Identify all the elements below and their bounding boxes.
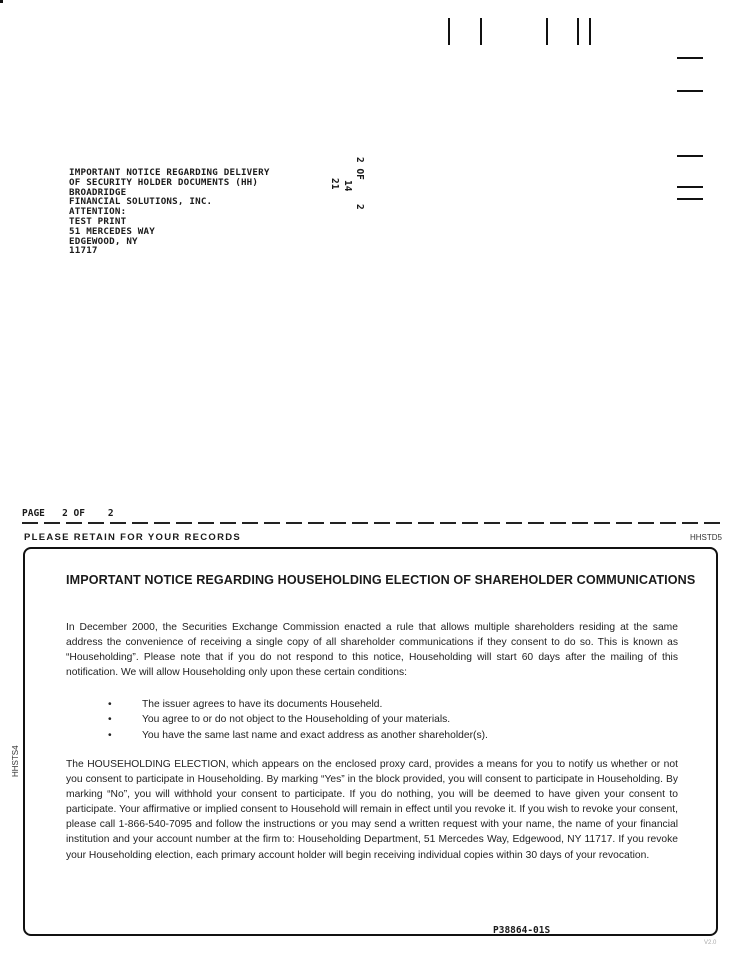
address-line: 11717	[69, 245, 98, 257]
bullet-icon: •	[108, 714, 112, 726]
address-line: ATTENTION:	[69, 206, 127, 218]
address-line: BROADRIDGE	[69, 186, 127, 198]
sequence-code: 2 OF	[354, 157, 365, 180]
mark-bar	[577, 18, 579, 45]
mark-bar	[677, 198, 703, 200]
mark-bar	[677, 155, 703, 157]
address-line: TEST PRINT	[69, 215, 127, 227]
mark-bar	[546, 18, 548, 45]
corner-mark	[0, 0, 3, 3]
address-line: OF SECURITY HOLDER DOCUMENTS (HH)	[69, 176, 259, 188]
condition-text: The issuer agrees to have its documents Househeld.	[142, 699, 383, 710]
retain-label: PLEASE RETAIN FOR YOUR RECORDS	[24, 532, 242, 543]
page-label: PAGE	[22, 508, 45, 519]
tear-line	[22, 522, 722, 525]
condition-text: You agree to or do not object to the Householding of your materials.	[142, 714, 451, 726]
version-label: V2.0	[704, 940, 717, 946]
bullet-icon: •	[108, 699, 112, 710]
page-value: 2 OF 2	[62, 508, 114, 519]
bullet-icon: •	[108, 729, 112, 741]
sequence-code: 21	[329, 178, 340, 190]
sequence-code: 2	[354, 204, 365, 210]
sequence-code: 14	[342, 180, 353, 192]
address-line: 51 MERCEDES WAY	[69, 225, 155, 237]
mark-bar	[480, 18, 482, 45]
mark-bar	[677, 186, 703, 188]
address-line: IMPORTANT NOTICE REGARDING DELIVERY	[69, 167, 270, 178]
document-code: P38864-01S	[493, 925, 551, 936]
mailing-address-block	[69, 168, 270, 256]
list-item	[108, 728, 488, 743]
mark-bar	[589, 18, 591, 45]
address-line: EDGEWOOD, NY	[69, 235, 138, 247]
conditions-list	[108, 697, 488, 743]
notice-title: IMPORTANT NOTICE REGARDING HOUSEHOLDING ELECTION OF SHAREHOLDER COMMUNICATIONS	[66, 573, 696, 587]
list-item	[108, 712, 488, 727]
address-line: FINANCIAL SOLUTIONS, INC.	[69, 196, 213, 208]
mark-bar	[448, 18, 450, 45]
side-code: HHSTS4	[11, 745, 20, 777]
list-item	[108, 697, 488, 712]
notice-intro-paragraph: In December 2000, the Securities Exchange Commission enacted a rule that allows multiple shareholders residing at the same address the convenience of receiving a single copy of all shareholder communications if they consent to do so. This is known as “Householding”. Please note that if you do not respond to this notice, Householding will start 60 days after the mailing of this notification. We will allow Householding only upon these certain conditions:	[66, 622, 678, 679]
mark-bar	[677, 90, 703, 92]
condition-text: You have the same last name and exact address as another shareholder(s).	[142, 729, 488, 741]
notice-body-paragraph: The HOUSEHOLDING ELECTION, which appears on the enclosed proxy card, provides a means for you to notify us whether or not you consent to participate in Householding. By marking “Yes” in the block provided, you will consent to participate in Householding. By marking “No”, you will withhold your consent to participate. If you do nothing, you will be deemed to have given your consent to participate. Your affirmative or implied consent to Household will remain in effect until you revoke it. If you wish to revoke your consent, please call 1-866-540-7095 and follow the instructions or you may send a written request with your name, the name of your financial institution and your account number at the firm to: Householding Department, 51 Mercedes Way, Edgewood, NY 11717. If you revoke your Householding election, each primary account holder will begin receiving individual copies within 30 days of your revocation.	[66, 759, 678, 861]
mark-bar	[677, 57, 703, 59]
page-indicator	[22, 508, 114, 519]
form-code: HHSTD5	[690, 533, 723, 542]
